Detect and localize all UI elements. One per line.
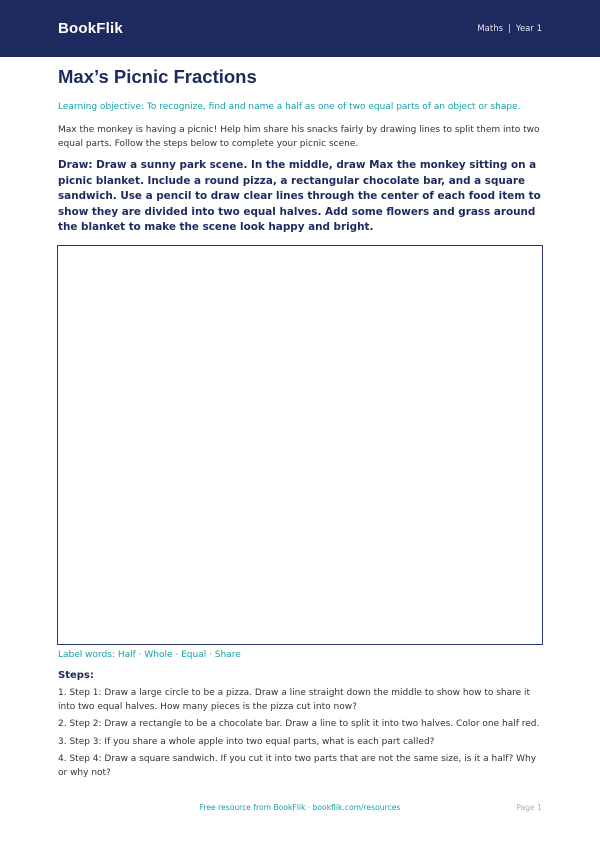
label-words: Label words: Half · Whole · Equal · Share [58, 650, 241, 660]
brand-logo: BookFlik [58, 20, 123, 37]
intro-text: Max the monkey is having a picnic! Help him share his snacks fairly by drawing lines to split them into two equal parts. Follow the steps below to complete your picnic scene. [58, 125, 540, 149]
page-title: Max’s Picnic Fractions [58, 66, 257, 87]
page-header [0, 0, 600, 57]
steps-list [58, 687, 542, 780]
steps-heading: Steps: [58, 670, 94, 681]
learning-objective: Learning objective: To recognize, find and name a half as one of two equal parts of an object or shape. [58, 102, 521, 112]
page-footer [58, 803, 542, 815]
step-item: 1. Step 1: Draw a large circle to be a pizza. Draw a line straight down the middle to show how to share it into two equal halves. How many pieces is the pizza cut into now? [58, 688, 531, 712]
subject-label: Maths [477, 23, 504, 34]
year-label: Year 1 [515, 23, 542, 34]
meta-separator: | [508, 23, 511, 34]
page-number: Page 1 [516, 803, 542, 812]
step-item: 4. Step 4: Draw a square sandwich. If you cut it into two parts that are not the same size, is it a half? Why or why not? [58, 754, 537, 778]
footer-resource-link[interactable]: Free resource from BookFlik · bookflik.com/resources [199, 803, 401, 812]
step-item: 3. Step 3: If you share a whole apple into two equal parts, what is each part called? [58, 736, 435, 747]
step-item: 2. Step 2: Draw a rectangle to be a chocolate bar. Draw a line to split it into two halves. Color one half red. [58, 719, 540, 729]
draw-instruction: Draw: Draw a sunny park scene. In the middle, draw Max the monkey sitting on a picnic blanket. Include a round pizza, a rectangular chocolate bar, and a square sandwich. Use a pencil to draw clear lines through the center of each food item to show they are divided into two equal halves. Add some flowers and grass around the blanket to make the scene look happy and bright. [58, 159, 541, 233]
header-meta [477, 24, 542, 34]
worksheet-intro [58, 66, 542, 236]
steps-section [58, 670, 542, 780]
drawing-area[interactable] [57, 245, 543, 645]
